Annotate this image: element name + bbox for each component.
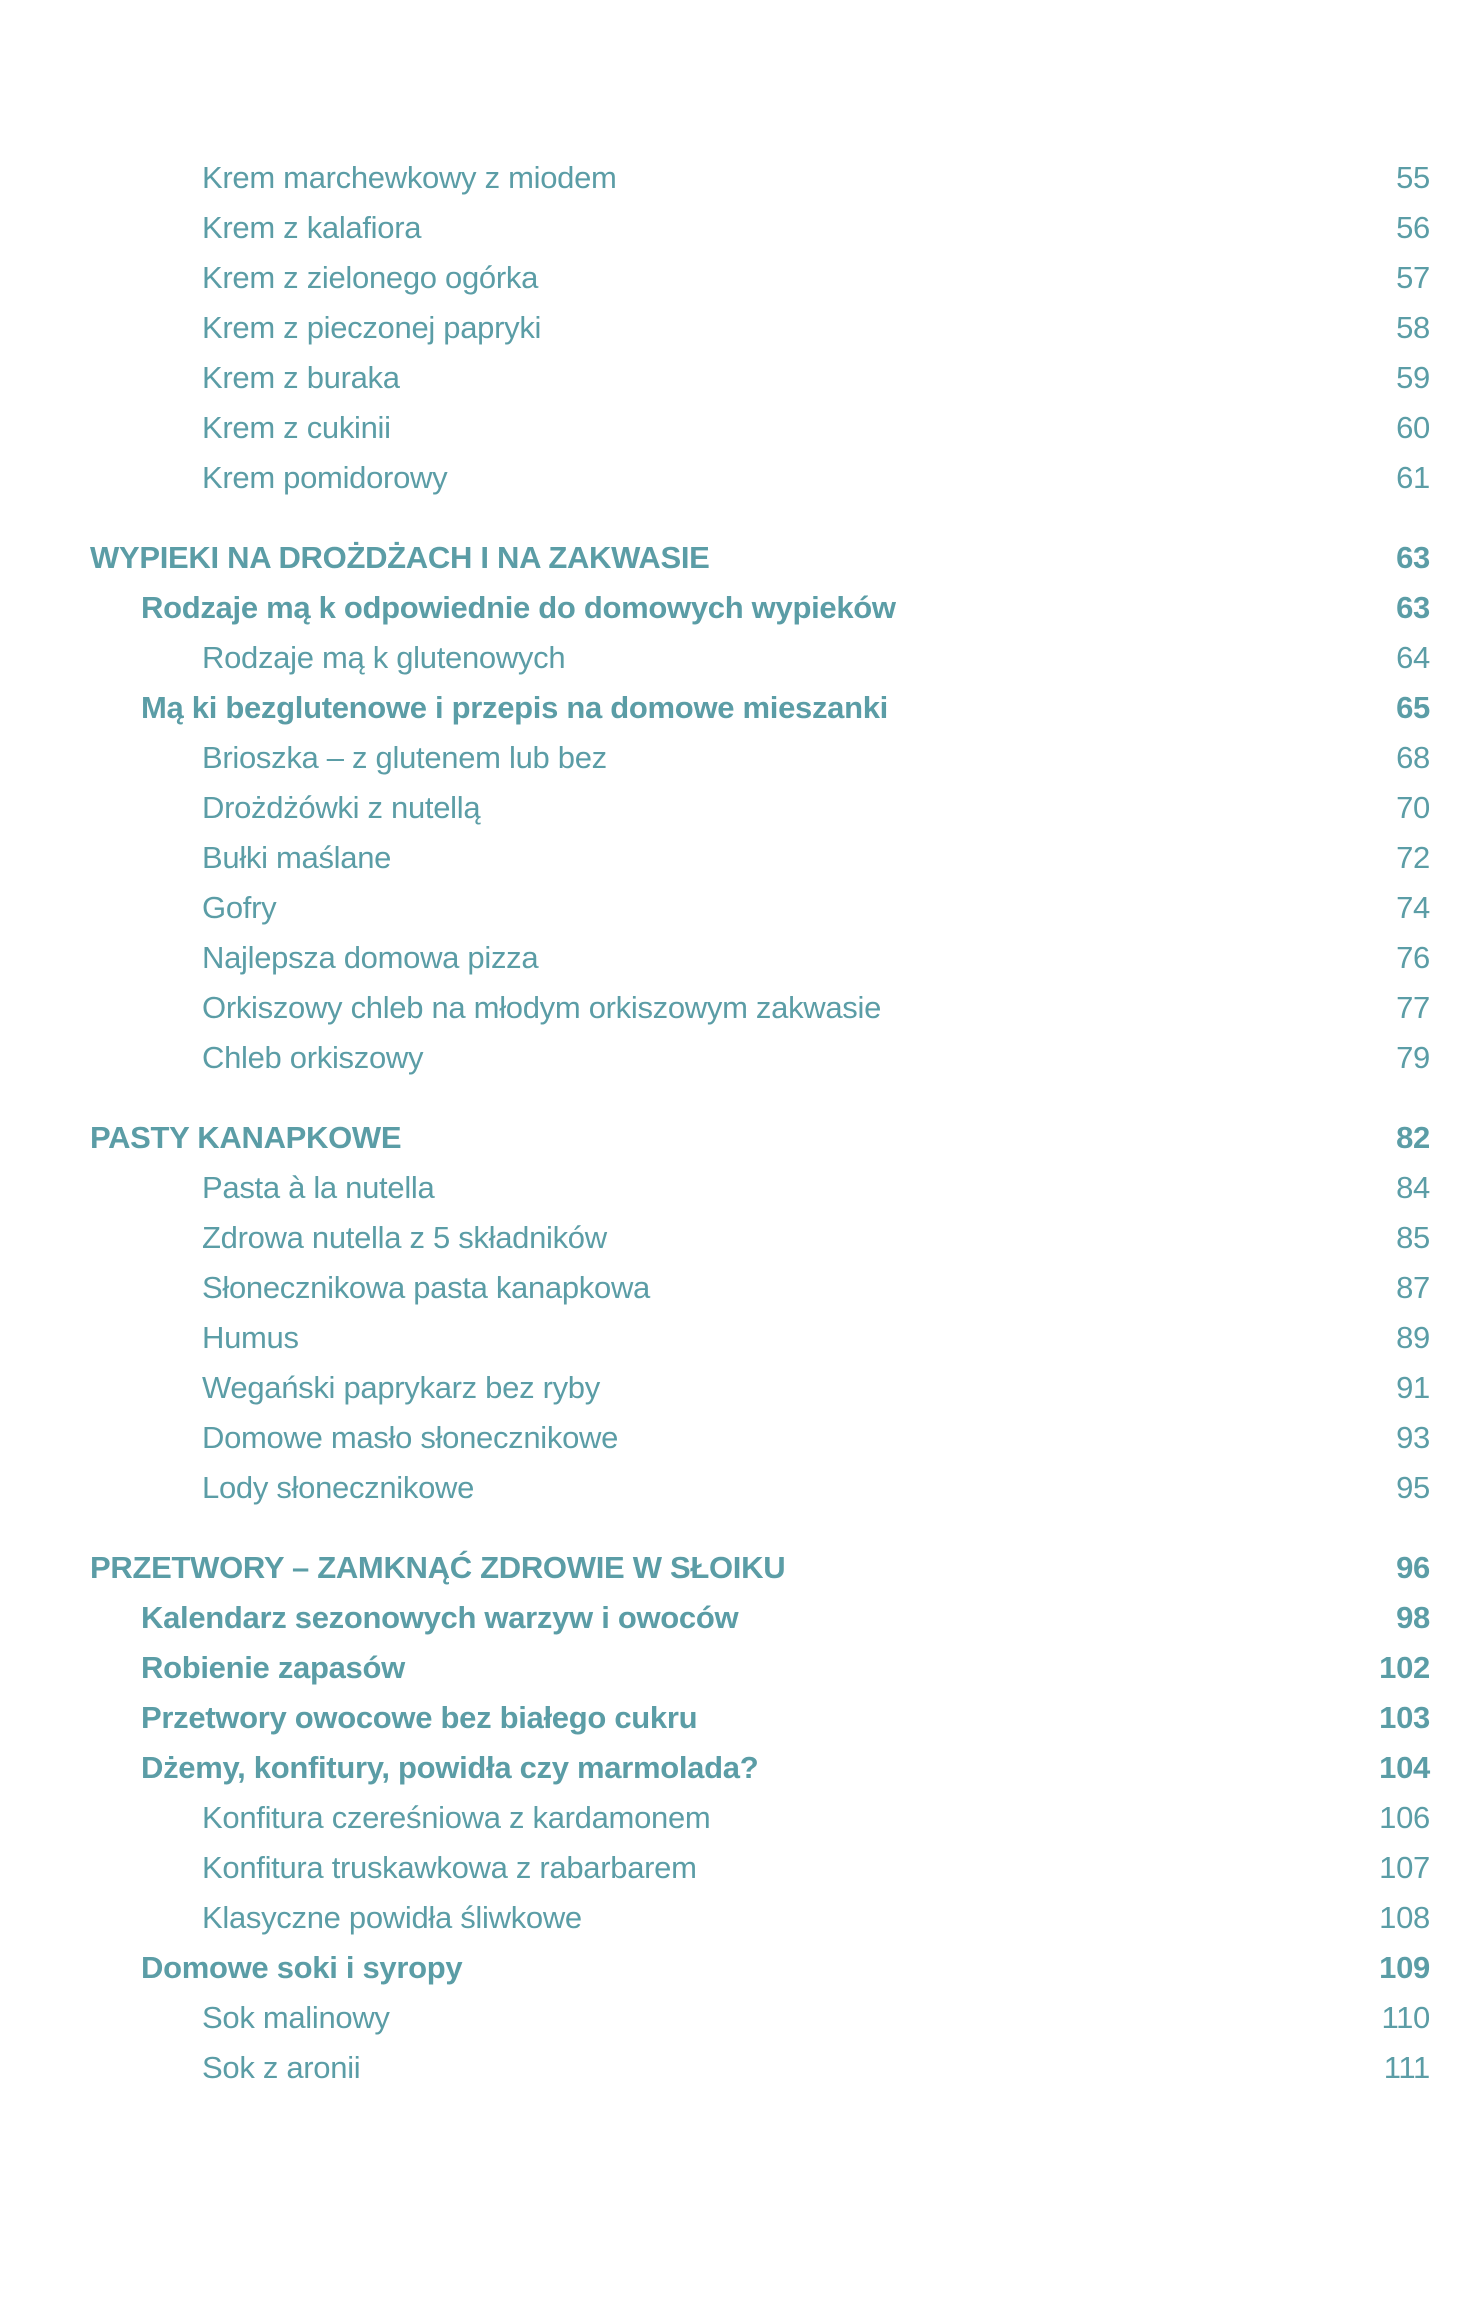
toc-entry-title: PASTY KANAPKOWE [90, 1120, 402, 1155]
toc-recipe [0, 883, 1472, 933]
toc-section [0, 1743, 1472, 1793]
toc-recipe [0, 1213, 1472, 1263]
toc-entry-title: Humus [202, 1320, 299, 1355]
toc-entry-page-number: 74 [1396, 890, 1430, 925]
toc-recipe [0, 1463, 1472, 1513]
toc-entry-page-number: 85 [1396, 1220, 1430, 1255]
toc-entry-page-number: 56 [1396, 210, 1430, 245]
toc-entry-page-number: 96 [1396, 1550, 1430, 1585]
toc-entry-page-number: 63 [1396, 540, 1430, 575]
toc-entry-title: Wegański paprykarz bez ryby [202, 1370, 600, 1405]
toc-entry-page-number: 95 [1396, 1470, 1430, 1505]
toc-entry-page-number: 76 [1396, 940, 1430, 975]
toc-entry-title: Robienie zapasów [141, 1650, 405, 1685]
toc-entry-page-number: 89 [1396, 1320, 1430, 1355]
toc-entry-page-number: 87 [1396, 1270, 1430, 1305]
toc-section [0, 1643, 1472, 1693]
toc-recipe [0, 1163, 1472, 1213]
toc-entry-page-number: 98 [1396, 1600, 1430, 1635]
toc-recipe [0, 203, 1472, 253]
toc-entry-page-number: 79 [1396, 1040, 1430, 1075]
toc-recipe [0, 1363, 1472, 1413]
toc-entry-title: Orkiszowy chleb na młodym orkiszowym zakwasie [202, 990, 882, 1025]
table-of-contents [0, 153, 1472, 2093]
section-gap [0, 503, 1472, 533]
toc-entry-page-number: 72 [1396, 840, 1430, 875]
toc-entry-title: Krem z buraka [202, 360, 400, 395]
toc-entry-title: Lody słonecznikowe [202, 1470, 475, 1505]
toc-entry-title: Klasyczne powidła śliwkowe [202, 1900, 582, 1935]
toc-entry-title: Dżemy, konfitury, powidła czy marmolada? [141, 1750, 759, 1785]
toc-entry-page-number: 57 [1396, 260, 1430, 295]
toc-entry-title: Krem z kalafiora [202, 210, 422, 245]
toc-entry-title: Gofry [202, 890, 277, 925]
toc-entry-page-number: 63 [1396, 590, 1430, 625]
toc-entry-title: Zdrowa nutella z 5 składników [202, 1220, 607, 1255]
toc-entry-title: Krem z cukinii [202, 410, 391, 445]
toc-entry-title: Słonecznikowa pasta kanapkowa [202, 1270, 650, 1305]
toc-entry-title: Chleb orkiszowy [202, 1040, 424, 1075]
toc-entry-page-number: 110 [1381, 2000, 1430, 2035]
toc-entry-title: Bułki maślane [202, 840, 392, 875]
toc-recipe [0, 1263, 1472, 1313]
toc-entry-title: Sok z aronii [202, 2050, 361, 2085]
toc-recipe [0, 353, 1472, 403]
toc-entry-page-number: 102 [1379, 1650, 1430, 1685]
toc-entry-page-number: 104 [1379, 1750, 1430, 1785]
toc-recipe [0, 983, 1472, 1033]
toc-chapter [0, 533, 1472, 583]
toc-entry-page-number: 106 [1379, 1800, 1430, 1835]
toc-recipe [0, 633, 1472, 683]
toc-recipe [0, 1893, 1472, 1943]
toc-section [0, 683, 1472, 733]
toc-entry-page-number: 77 [1396, 990, 1430, 1025]
toc-recipe [0, 1843, 1472, 1893]
toc-entry-title: Pasta à la nutella [202, 1170, 435, 1205]
toc-recipe [0, 933, 1472, 983]
toc-section [0, 1943, 1472, 1993]
toc-entry-page-number: 61 [1396, 460, 1430, 495]
toc-entry-page-number: 107 [1379, 1850, 1430, 1885]
toc-entry-title: Krem z zielonego ogórka [202, 260, 539, 295]
toc-chapter [0, 1543, 1472, 1593]
toc-recipe [0, 1413, 1472, 1463]
toc-recipe [0, 453, 1472, 503]
toc-entry-page-number: 93 [1396, 1420, 1430, 1455]
toc-entry-title: Krem z pieczonej papryki [202, 310, 542, 345]
toc-section [0, 583, 1472, 633]
toc-entry-title: Domowe soki i syropy [141, 1950, 463, 1985]
toc-entry-title: Sok malinowy [202, 2000, 390, 2035]
toc-entry-title: Rodzaje mą k glutenowych [202, 640, 566, 675]
section-gap [0, 1083, 1472, 1113]
toc-entry-page-number: 103 [1379, 1700, 1430, 1735]
toc-entry-page-number: 64 [1396, 640, 1430, 675]
toc-entry-title: Krem pomidorowy [202, 460, 448, 495]
toc-entry-title: Brioszka – z glutenem lub bez [202, 740, 607, 775]
toc-entry-title: Kalendarz sezonowych warzyw i owoców [141, 1600, 739, 1635]
toc-entry-page-number: 82 [1396, 1120, 1430, 1155]
toc-entry-title: PRZETWORY – ZAMKNĄĆ ZDROWIE W SŁOIKU [90, 1550, 786, 1585]
toc-entry-title: Mą ki bezglutenowe i przepis na domowe mieszanki [141, 690, 888, 725]
toc-entry-title: Rodzaje mą k odpowiednie do domowych wypieków [141, 590, 896, 625]
section-gap [0, 1513, 1472, 1543]
toc-recipe [0, 733, 1472, 783]
toc-entry-page-number: 65 [1396, 690, 1430, 725]
toc-entry-title: Konfitura truskawkowa z rabarbarem [202, 1850, 697, 1885]
toc-recipe [0, 303, 1472, 353]
toc-recipe [0, 1313, 1472, 1363]
toc-entry-page-number: 60 [1396, 410, 1430, 445]
toc-chapter [0, 1113, 1472, 1163]
toc-entry-page-number: 55 [1396, 160, 1430, 195]
toc-recipe [0, 2043, 1472, 2093]
toc-entry-page-number: 111 [1383, 2050, 1430, 2085]
toc-recipe [0, 253, 1472, 303]
toc-section [0, 1693, 1472, 1743]
toc-entry-title: Najlepsza domowa pizza [202, 940, 539, 975]
toc-entry-page-number: 108 [1379, 1900, 1430, 1935]
toc-recipe [0, 403, 1472, 453]
toc-entry-title: Krem marchewkowy z miodem [202, 160, 617, 195]
toc-entry-title: Domowe masło słonecznikowe [202, 1420, 619, 1455]
toc-entry-page-number: 68 [1396, 740, 1430, 775]
toc-recipe [0, 153, 1472, 203]
toc-entry-page-number: 109 [1379, 1950, 1430, 1985]
toc-recipe [0, 783, 1472, 833]
toc-recipe [0, 1993, 1472, 2043]
toc-recipe [0, 1793, 1472, 1843]
toc-entry-page-number: 84 [1396, 1170, 1430, 1205]
toc-entry-page-number: 70 [1396, 790, 1430, 825]
toc-entry-title: Konfitura czereśniowa z kardamonem [202, 1800, 711, 1835]
toc-recipe [0, 833, 1472, 883]
toc-entry-page-number: 58 [1396, 310, 1430, 345]
toc-recipe [0, 1033, 1472, 1083]
toc-entry-page-number: 91 [1396, 1370, 1430, 1405]
toc-entry-title: Drożdżówki z nutellą [202, 790, 481, 825]
toc-section [0, 1593, 1472, 1643]
toc-entry-page-number: 59 [1396, 360, 1430, 395]
toc-entry-title: Przetwory owocowe bez białego cukru [141, 1700, 698, 1735]
toc-entry-title: WYPIEKI NA DROŻDŻACH I NA ZAKWASIE [90, 540, 710, 575]
